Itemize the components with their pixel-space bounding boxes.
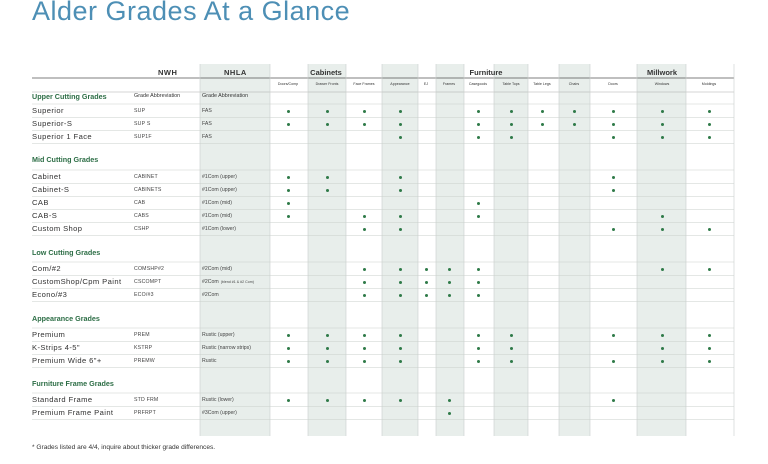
usage-dot: [399, 268, 402, 271]
grade-name: Standard Frame: [32, 395, 93, 404]
usage-dot: [448, 268, 451, 271]
usage-dot: [363, 215, 366, 218]
usage-dot: [661, 215, 664, 218]
usage-dot: [612, 110, 615, 113]
grade-abbreviation: CSCOMPT: [134, 279, 162, 285]
section-title: Low Cutting Grades: [32, 248, 101, 257]
grade-name: CustomShop/Cpm Paint: [32, 277, 122, 286]
column-header: Face Frames: [353, 82, 375, 86]
usage-dot: [661, 123, 664, 126]
usage-dot: [448, 399, 451, 402]
usage-dot: [612, 189, 615, 192]
usage-dot: [612, 136, 615, 139]
usage-dot: [661, 334, 664, 337]
usage-dot: [661, 360, 664, 363]
nwh-header: NWH: [158, 68, 178, 77]
column-header: Drawer Fronts: [315, 82, 339, 86]
grade-name: Cabinet: [32, 172, 61, 181]
page-title: Alder Grades At a Glance: [32, 0, 351, 26]
usage-dot: [425, 294, 428, 297]
usage-dot: [399, 136, 402, 139]
usage-dot: [477, 215, 480, 218]
usage-dot: [399, 399, 402, 402]
usage-dot: [287, 334, 290, 337]
grade-name: K-Strips 4-5": [32, 343, 80, 352]
usage-dot: [661, 228, 664, 231]
grade-name: Premium Wide 6"+: [32, 356, 102, 365]
grade-name: CAB-S: [32, 211, 58, 220]
usage-dot: [363, 347, 366, 350]
usage-dot: [425, 281, 428, 284]
nhla-grade: #1Com (mid): [202, 213, 232, 219]
usage-dot: [287, 189, 290, 192]
grade-name: Custom Shop: [32, 224, 83, 233]
usage-dot: [399, 123, 402, 126]
usage-dot: [287, 176, 290, 179]
grade-abbreviation-label: Grade Abbreviation: [202, 93, 249, 99]
usage-dot: [510, 123, 513, 126]
usage-dot: [477, 347, 480, 350]
usage-dot: [612, 176, 615, 179]
usage-dot: [661, 136, 664, 139]
section-title: Appearance Grades: [32, 314, 100, 323]
grade-abbreviation: CABS: [134, 213, 149, 219]
nhla-grade: Rustic (upper): [202, 332, 235, 338]
grade-abbreviation: STD FRM: [134, 397, 159, 403]
usage-dot: [477, 110, 480, 113]
group-header: Furniture: [469, 68, 503, 77]
usage-dot: [399, 347, 402, 350]
nhla-grade: #1Com (lower): [202, 226, 237, 232]
nhla-grade: #2Com (mid): [202, 266, 232, 272]
column-header: Frames: [442, 82, 456, 86]
usage-dot: [477, 202, 480, 205]
usage-dot: [399, 215, 402, 218]
column-header: Chairs: [568, 82, 580, 86]
column-header: Doors/Comp: [277, 82, 299, 86]
usage-dot: [612, 360, 615, 363]
usage-dot: [448, 281, 451, 284]
column-header: Windows: [654, 82, 670, 86]
grade-abbreviation: KSTRP: [134, 345, 153, 351]
group-header: Cabinets: [310, 68, 342, 77]
usage-dot: [477, 281, 480, 284]
usage-dot: [510, 334, 513, 337]
grade-abbreviation: CSHP: [134, 226, 150, 232]
section-title: Mid Cutting Grades: [32, 155, 99, 164]
usage-dot: [425, 268, 428, 271]
usage-dot: [363, 228, 366, 231]
nhla-grade: Rustic (narrow strips): [202, 345, 252, 351]
nhla-grade: #1Com (upper): [202, 174, 237, 180]
grade-abbreviation: CABINETS: [134, 187, 162, 193]
grade-name: Premium Frame Paint: [32, 408, 114, 417]
usage-dot: [363, 110, 366, 113]
column-header: Casegoods: [468, 82, 488, 86]
usage-dot: [287, 399, 290, 402]
nhla-grade: #1Com (mid): [202, 200, 232, 206]
grade-name: Superior: [32, 106, 64, 115]
usage-dot: [510, 136, 513, 139]
grade-abbreviation: SUP: [134, 108, 146, 114]
usage-dot: [326, 399, 329, 402]
usage-dot: [708, 123, 711, 126]
grade-abbreviation: PREMW: [134, 358, 155, 364]
usage-dot: [363, 123, 366, 126]
usage-dot: [541, 123, 544, 126]
usage-dot: [287, 202, 290, 205]
usage-dot: [363, 399, 366, 402]
usage-dot: [326, 334, 329, 337]
usage-dot: [612, 334, 615, 337]
usage-dot: [708, 360, 711, 363]
usage-dot: [612, 123, 615, 126]
usage-dot: [708, 110, 711, 113]
nhla-grade: Rustic (lower): [202, 397, 234, 403]
usage-dot: [363, 281, 366, 284]
usage-dot: [399, 189, 402, 192]
usage-dot: [399, 176, 402, 179]
usage-dot: [326, 110, 329, 113]
usage-dot: [399, 360, 402, 363]
nhla-header: NHLA: [224, 68, 247, 77]
section-title: Furniture Frame Grades: [32, 379, 114, 388]
grade-abbreviation: CABINET: [134, 174, 158, 180]
usage-dot: [363, 294, 366, 297]
usage-dot: [661, 347, 664, 350]
usage-dot: [573, 110, 576, 113]
grade-abbreviation: PRFRPT: [134, 410, 156, 416]
footnote: * Grades listed are 4/4, inquire about thicker grade differences.: [32, 444, 216, 451]
nhla-grade-note: (blend #1 & #2 Com): [220, 280, 254, 284]
column-header: EJ: [423, 82, 429, 86]
usage-dot: [477, 123, 480, 126]
grade-name: Econo/#3: [32, 290, 68, 299]
grade-name: Superior-S: [32, 119, 73, 128]
usage-dot: [363, 334, 366, 337]
usage-dot: [363, 360, 366, 363]
usage-dot: [326, 360, 329, 363]
usage-dot: [287, 347, 290, 350]
usage-dot: [510, 110, 513, 113]
usage-dot: [477, 136, 480, 139]
grade-abbreviation: CAB: [134, 200, 146, 206]
nhla-grade: Rustic: [202, 358, 217, 364]
usage-dot: [399, 294, 402, 297]
nhla-grade: #2Com: [202, 292, 219, 298]
grade-abbreviation: SUP1F: [134, 134, 152, 140]
usage-dot: [287, 110, 290, 113]
usage-dot: [612, 399, 615, 402]
section-title: Upper Cutting Grades: [32, 92, 107, 101]
grade-name: Cabinet-S: [32, 185, 70, 194]
usage-dot: [541, 110, 544, 113]
nhla-grade: #2Com (blend #1 & #2 Com): [202, 279, 254, 285]
nhla-grade: #1Com (upper): [202, 187, 237, 193]
nhla-grade: #3Com (upper): [202, 410, 237, 416]
usage-dot: [708, 347, 711, 350]
grade-abbreviation-label: Grade Abbreviation: [134, 93, 181, 99]
usage-dot: [510, 347, 513, 350]
usage-dot: [287, 123, 290, 126]
grade-abbreviation: SUP S: [134, 121, 151, 127]
usage-dot: [477, 294, 480, 297]
column-header: Doors: [608, 82, 618, 86]
column-header: Appearance: [390, 82, 410, 86]
usage-dot: [477, 268, 480, 271]
grade-name: Superior 1 Face: [32, 132, 93, 141]
nhla-grade: FAS: [202, 121, 212, 127]
nhla-grade: FAS: [202, 108, 212, 114]
usage-dot: [708, 136, 711, 139]
usage-dot: [326, 176, 329, 179]
usage-dot: [708, 268, 711, 271]
usage-dot: [477, 360, 480, 363]
grade-abbreviation: ECO/#3: [134, 292, 154, 298]
usage-dot: [661, 268, 664, 271]
grade-abbreviation: COMSHP#2: [134, 266, 165, 272]
usage-dot: [326, 189, 329, 192]
nhla-grade: FAS: [202, 134, 212, 140]
usage-dot: [708, 228, 711, 231]
usage-dot: [477, 334, 480, 337]
usage-dot: [448, 412, 451, 415]
usage-dot: [287, 360, 290, 363]
usage-dot: [287, 215, 290, 218]
usage-dot: [661, 110, 664, 113]
usage-dot: [399, 334, 402, 337]
column-header: Table Legs: [533, 82, 551, 86]
usage-dot: [399, 281, 402, 284]
grade-name: Premium: [32, 330, 66, 339]
usage-dot: [510, 360, 513, 363]
usage-dot: [612, 228, 615, 231]
grade-name: Com/#2: [32, 264, 61, 273]
usage-dot: [363, 268, 366, 271]
group-header: Millwork: [646, 68, 677, 77]
grade-abbreviation: PREM: [134, 332, 150, 338]
column-header: Moldings: [701, 82, 717, 86]
grade-name: CAB: [32, 198, 49, 207]
usage-dot: [573, 123, 576, 126]
usage-dot: [708, 334, 711, 337]
usage-dot: [326, 347, 329, 350]
usage-dot: [399, 228, 402, 231]
usage-dot: [448, 294, 451, 297]
usage-dot: [326, 123, 329, 126]
usage-dot: [399, 110, 402, 113]
column-header: Table Tops: [502, 82, 520, 86]
